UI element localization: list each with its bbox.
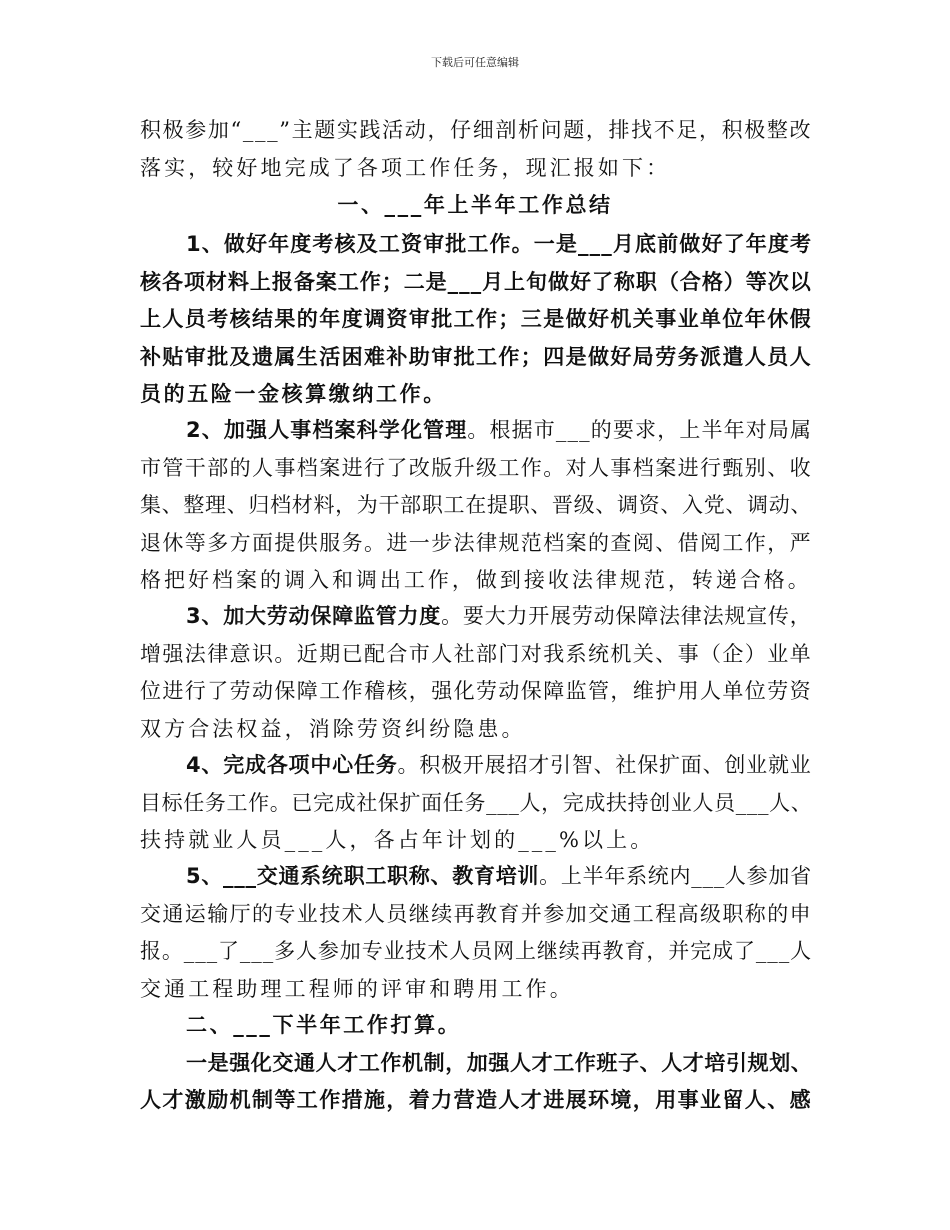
section-heading-1: 一、___年上半年工作总结 bbox=[337, 193, 613, 217]
item-text: 。要大力开展劳动保障法律法规宣传， bbox=[441, 604, 812, 628]
body-line: 集、整理、归档材料，为干部职工在提职、晋级、调资、入党、调动、 bbox=[140, 493, 813, 517]
body-line-bold: 1、做好年度考核及工资审批工作。一是___月底前做好了年度考 bbox=[186, 232, 813, 256]
body-line: 位进行了劳动保障工作稽核，强化劳动保障监管，维护用人单位劳资 bbox=[140, 679, 812, 703]
body-line: 扶持就业人员___人，各占年计划的___%以上。 bbox=[140, 828, 655, 852]
item-title: 3、加大劳动保障监管力度 bbox=[186, 604, 442, 628]
body-line-bold: 补贴审批及遗属生活困难补助审批工作；四是做好局劳务派遣人员人 bbox=[140, 345, 812, 369]
item-text: 。积极开展招才引智、社保扩面、创业就业 bbox=[397, 753, 812, 777]
body-line: 增强法律意识。近期已配合市人社部门对我系统机关、事（企）业单 bbox=[140, 642, 812, 666]
body-line: 积极参加“___”主题实践活动，仔细剖析问题，排找不足，积极整改 bbox=[140, 118, 813, 142]
body-line: 格把好档案的调入和调出工作，做到接收法律规范，转递合格。 bbox=[140, 568, 812, 592]
item-text: 。根据市___的要求，上半年对局属 bbox=[467, 418, 813, 442]
body-line: 市管干部的人事档案进行了改版升级工作。对人事档案进行甄别、收 bbox=[140, 456, 812, 480]
body-line-bold: 核各项材料上报备案工作；二是___月上旬做好了称职（合格）等次以 bbox=[140, 270, 812, 294]
body-line: 交通工程助理工程师的评审和聘用工作。 bbox=[140, 977, 574, 1001]
body-line-bold: 一是强化交通人才工作机制，加强人才工作班子、人才培引规划、 bbox=[186, 1051, 813, 1075]
paragraph-3-first-line bbox=[186, 600, 812, 630]
body-line: 报。___了___多人参加专业技术人员网上继续再教育，并完成了___人 bbox=[140, 939, 812, 963]
body-line: 落实，较好地完成了各项工作任务，现汇报如下： bbox=[140, 156, 671, 180]
page-header-note: 下载后可任意编辑 bbox=[431, 56, 519, 69]
paragraph-2-first-line bbox=[186, 414, 812, 444]
item-text: 。上半年系统内___人参加省 bbox=[539, 864, 812, 888]
body-line-bold: 上人员考核结果的年度调资审批工作；三是做好机关事业单位年休假 bbox=[140, 307, 812, 331]
body-line-bold: 员的五险一金核算缴纳工作。 bbox=[140, 382, 447, 406]
body-line-bold: 人才激励机制等工作措施，着力营造人才进展环境，用事业留人、感 bbox=[140, 1088, 812, 1112]
body-line: 退休等多方面提供服务。进一步法律规范档案的查阅、借阅工作，严 bbox=[140, 531, 812, 555]
body-line: 目标任务工作。已完成社保扩面任务___人，完成扶持创业人员___人、 bbox=[140, 791, 813, 815]
paragraph-4-first-line bbox=[186, 749, 812, 779]
item-title: 4、完成各项中心任务 bbox=[186, 753, 398, 777]
body-line: 交通运输厅的专业技术人员继续再教育并参加交通工程高级职称的申 bbox=[140, 902, 812, 926]
section-heading-2: 二、___下半年工作打算。 bbox=[186, 1013, 462, 1037]
item-title: 5、___交通系统职工职称、教育培训 bbox=[186, 864, 540, 888]
body-line: 双方合法权益，消除劳资纠纷隐患。 bbox=[140, 717, 526, 741]
item-title: 2、加强人事档案科学化管理 bbox=[186, 418, 468, 442]
paragraph-5-first-line bbox=[186, 860, 812, 890]
